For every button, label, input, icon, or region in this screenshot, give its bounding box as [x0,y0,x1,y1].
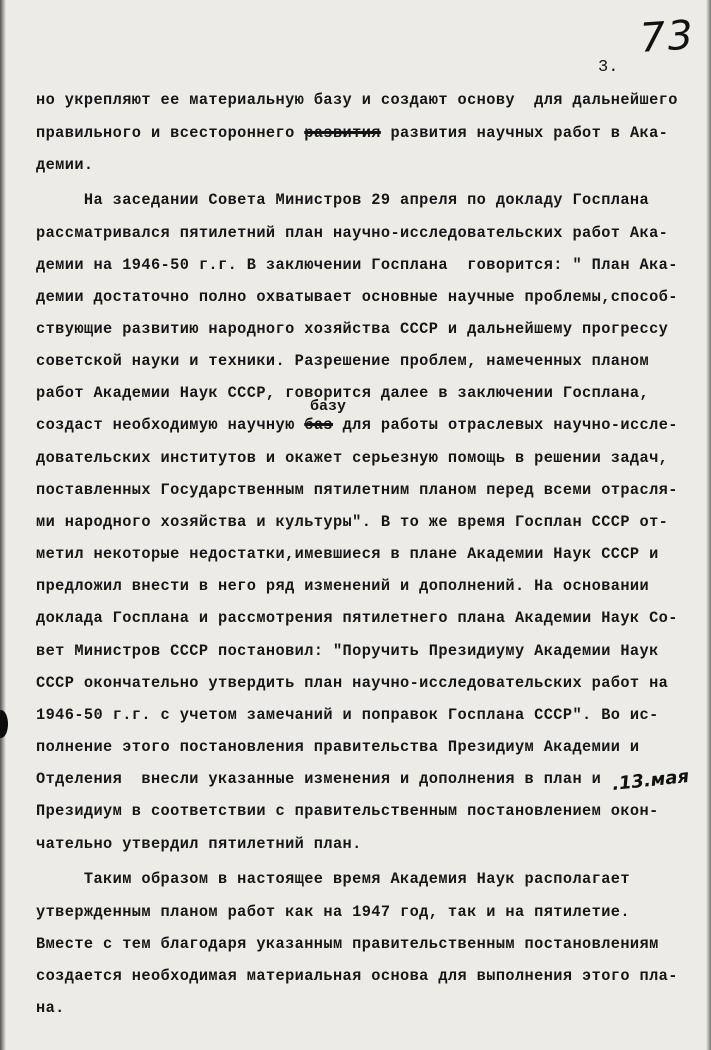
text-line: создается необходимая материальная основа для выполнения этого пла- [36,967,678,985]
text-line: на. [36,999,65,1017]
scan-edge-right [706,0,711,1050]
text-line: На заседании Совета Министров 29 апреля по докладу Госплана [36,191,650,209]
line-text-pre: создаст необходимую научную [36,416,305,434]
text-line: предложил внести в него ряд изменений и дополнений. На основании [36,577,650,595]
handwritten-insertion: базу [310,398,347,415]
text-line: Отделения внесли указанные изменения и дополнения в план и [36,770,602,788]
handwritten-date-note: .13.мая [611,766,691,795]
struck-word: развития [304,124,381,142]
text-line: метил некоторые недостатки,имевшиеся в плане Академии Наук СССР и [36,545,659,563]
text-line: 1946-50 г.г. с учетом замечаний и поправок Госплана СССР". Во ис- [36,706,659,724]
text-line: демии достаточно полно охватывает основные научные проблемы,способ- [36,288,678,306]
text-line: чательно утвердил пятилетний план. [36,835,362,853]
text-line: советской науки и техники. Разрешение проблем, намеченных планом [36,352,650,370]
text-line: ми народного хозяйства и культуры". В то же время Госплан СССР от- [36,513,669,531]
text-line: но укрепляют ее материальную базу и создают основу для дальнейшего [36,91,678,109]
text-line: работ Академии Наук СССР, говорится далее в заключении Госплана, [36,384,650,402]
text-line: демии. [36,156,94,174]
text-line: рассматривался пятилетний план научно-исследовательских работ Ака- [36,224,669,242]
text-line: полнение этого постановления правительства Президиум Академии и [36,738,640,756]
handwritten-folio-number: 73 [638,12,697,62]
text-line: довательских институтов и окажет серьезную помощь в решении задач, [36,449,669,467]
scan-edge-left [0,0,6,1050]
text-line: поставленных Государственным пятилетним планом перед всеми отрасля- [36,481,678,499]
text-line: демии на 1946-50 г.г. В заключении Госплана говорится: " План Ака- [36,256,678,274]
page-number: 3. [598,58,619,77]
text-line: Таким образом в настоящее время Академия Наук располагает [36,870,630,888]
struck-word: баз [304,416,333,434]
line-text-post: развития научных работ в Ака- [380,124,669,142]
text-line: утвержденным планом работ как на 1947 год, так и на пятилетие. [36,903,630,921]
text-line [36,123,668,143]
text-line: СССР окончательно утвердить план научно-исследовательских работ на [36,674,669,692]
line-text-pre: правильного и всестороннего [36,124,305,142]
text-line: вет Министров СССР постановил: "Поручить Президиуму Академии Наук [36,642,659,660]
punch-hole [0,710,8,738]
text-line [36,415,678,435]
text-line: ствующие развитию народного хозяйства СССР и дальнейшему прогрессу [36,320,669,338]
text-line: доклада Госплана и рассмотрения пятилетнего плана Академии Наук Со- [36,609,678,627]
text-line: Президиум в соответствии с правительственным постановлением окон- [36,802,659,820]
line-text-post: для работы отраслевых научно-иссле- [332,416,678,434]
text-line: Вместе с тем благодаря указанным правительственным постановлениям [36,935,659,953]
